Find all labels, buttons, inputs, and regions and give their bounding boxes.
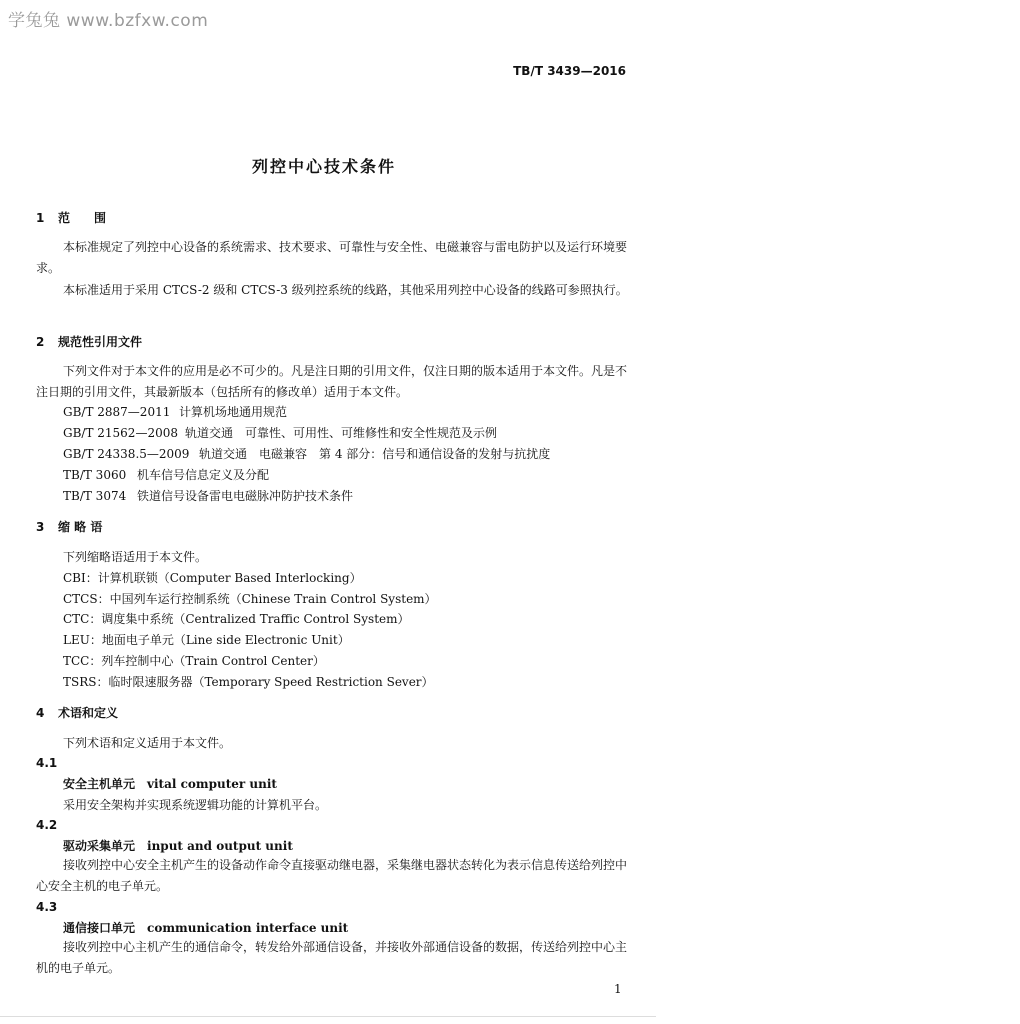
section-4-heading [36, 705, 118, 721]
section-3-intro: 下列缩略语适用于本文件。 [63, 550, 208, 564]
term-name-zh: 驱动采集单元 [63, 839, 136, 853]
reference-title: 轨道交通 可靠性、可用性、可维修性和安全性规范及示例 [185, 426, 498, 440]
abbreviation-item: CTCS：中国列车运行控制系统（Chinese Train Control System） [63, 592, 437, 606]
section-number: 1 [36, 211, 45, 225]
term-number: 4.2 [36, 818, 58, 832]
section-title: 缩 略 语 [58, 520, 103, 534]
page-number: 1 [614, 982, 622, 996]
reference-code: TB/T 3060 [63, 468, 127, 482]
reference-item [63, 467, 269, 483]
section-2-intro: 下列文件对于本文件的应用是必不可少的。凡是注日期的引用文件，仅注日期的版本适用于本文件。凡是不注日期的引用文件，其最新版本（包括所有的修改单）适用于本文件。 [36, 364, 628, 399]
term-number: 4.3 [36, 900, 58, 914]
reference-item [63, 446, 550, 462]
section-number: 2 [36, 335, 45, 349]
abbreviation-item: CTC：调度集中系统（Centralized Traffic Control System） [63, 612, 410, 626]
reference-title: 计算机场地通用规范 [179, 405, 288, 419]
term-name [63, 838, 293, 854]
section-number: 3 [36, 520, 45, 534]
section-title: 规范性引用文件 [58, 335, 143, 349]
term-definition: 采用安全架构并实现系统逻辑功能的计算机平台。 [63, 798, 328, 812]
reference-code: GB/T 24338.5—2009 [63, 447, 190, 461]
reference-title: 铁道信号设备雷电电磁脉冲防护技术条件 [137, 489, 354, 503]
term-name [63, 920, 348, 936]
document-title: 列控中心技术条件 [252, 157, 397, 176]
section-number: 4 [36, 706, 45, 720]
reference-code: GB/T 2887—2011 [63, 405, 171, 419]
term-name-zh: 安全主机单元 [63, 777, 136, 791]
watermark: 学兔兔 www.bzfxw.com [8, 11, 209, 31]
reference-code: GB/T 21562—2008 [63, 426, 178, 440]
term-name-zh: 通信接口单元 [63, 921, 136, 935]
page-bottom-edge [0, 1016, 656, 1017]
term-definition: 接收列控中心主机产生的通信命令，转发给外部通信设备，并接收外部通信设备的数据，传送给列控中心主机的电子单元。 [36, 940, 628, 975]
abbreviation-item: CBI：计算机联锁（Computer Based Interlocking） [63, 571, 362, 585]
term-number: 4.1 [36, 756, 58, 770]
reference-item [63, 425, 497, 441]
reference-item [63, 488, 353, 504]
reference-code: TB/T 3074 [63, 489, 127, 503]
section-1-paragraph-2: 本标准适用于采用 CTCS-2 级和 CTCS-3 级列控系统的线路，其他采用列控中心设备的线路可参照执行。 [63, 283, 628, 297]
term-name-en: communication interface unit [147, 921, 349, 935]
abbreviation-item: TCC：列车控制中心（Train Control Center） [63, 654, 325, 668]
standard-code: TB/T 3439—2016 [513, 64, 626, 78]
section-2-heading [36, 334, 142, 350]
section-1-paragraph-1: 本标准规定了列控中心设备的系统需求、技术要求、可靠性与安全性、电磁兼容与雷电防护以及运行环境要求。 [36, 240, 628, 275]
term-name [63, 776, 277, 792]
abbreviation-item: TSRS：临时限速服务器（Temporary Speed Restriction Sever） [63, 675, 434, 689]
term-name-en: input and output unit [147, 839, 293, 853]
section-title: 范 围 [58, 211, 107, 225]
abbreviation-item: LEU：地面电子单元（Line side Electronic Unit） [63, 633, 350, 647]
reference-title: 轨道交通 电磁兼容 第 4 部分：信号和通信设备的发射与抗扰度 [199, 447, 551, 461]
section-title: 术语和定义 [58, 706, 119, 720]
term-definition: 接收列控中心安全主机产生的设备动作命令直接驱动继电器，采集继电器状态转化为表示信息传送给列控中心安全主机的电子单元。 [36, 858, 628, 893]
section-1-heading [36, 210, 106, 226]
reference-item [63, 404, 287, 420]
section-4-intro: 下列术语和定义适用于本文件。 [63, 736, 232, 750]
section-3-heading [36, 519, 102, 535]
term-name-en: vital computer unit [147, 777, 277, 791]
reference-title: 机车信号信息定义及分配 [137, 468, 270, 482]
